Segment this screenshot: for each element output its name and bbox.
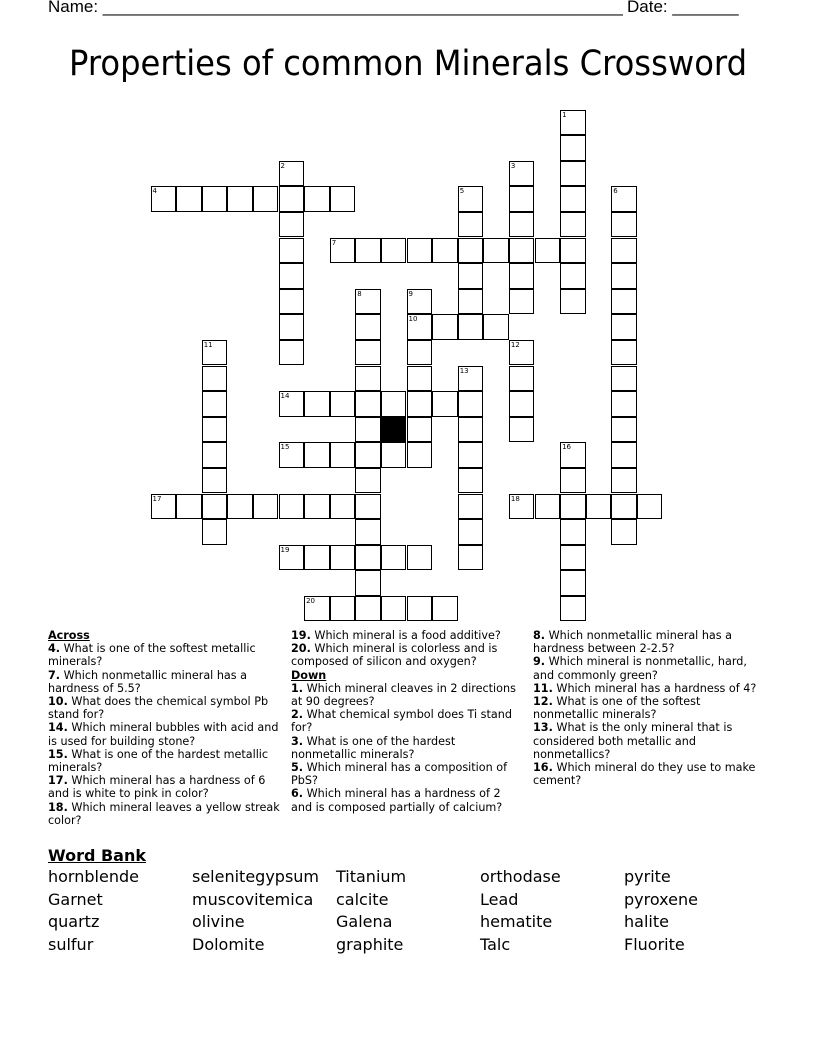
crossword-cell[interactable] bbox=[279, 238, 305, 264]
clue-number: 1 bbox=[562, 110, 567, 119]
crossword-cell[interactable] bbox=[151, 186, 177, 212]
clue-down-12: 12. What is one of the softest nonmetallic minerals? bbox=[533, 695, 701, 722]
crossword-cell[interactable] bbox=[304, 545, 330, 571]
crossword-cell[interactable] bbox=[202, 442, 228, 468]
word-bank-item: orthodase bbox=[480, 867, 561, 886]
clue-down-3: 3. What is one of the hardest nonmetallic minerals? bbox=[291, 734, 456, 761]
clues-column-3 bbox=[533, 629, 768, 787]
word-bank-item: Titanium bbox=[336, 867, 407, 886]
crossword-cell[interactable] bbox=[279, 494, 305, 520]
crossword-cell[interactable] bbox=[330, 442, 356, 468]
word-bank-item: hematite bbox=[480, 912, 553, 932]
crossword-cell[interactable] bbox=[253, 494, 279, 520]
clue-down-1: 1. Which mineral cleaves in 2 directions at 90 degrees? bbox=[291, 681, 516, 709]
crossword-cell[interactable] bbox=[458, 519, 484, 545]
clue-number: 12 bbox=[510, 340, 520, 349]
crossword-cell[interactable] bbox=[355, 596, 381, 622]
crossword-cell[interactable] bbox=[560, 442, 586, 468]
clue-across-20: 20. Which mineral is colorless and is composed of silicon and oxygen? bbox=[291, 642, 498, 669]
crossword-cell[interactable] bbox=[407, 366, 433, 392]
crossword-cell[interactable] bbox=[458, 238, 484, 264]
clue-number: 13 bbox=[459, 366, 469, 375]
across-heading: Across bbox=[48, 629, 90, 642]
crossword-cell[interactable] bbox=[637, 494, 663, 520]
clue-number: 3 bbox=[510, 161, 516, 170]
clue-across-14: 14. Which mineral bubbles with acid and is used for building stone? bbox=[48, 721, 279, 748]
crossword-cell[interactable] bbox=[509, 391, 535, 417]
crossword-cell[interactable] bbox=[560, 186, 586, 212]
clue-number: 15 bbox=[280, 443, 290, 452]
crossword-cell[interactable] bbox=[330, 596, 356, 622]
crossword-cell[interactable] bbox=[304, 494, 330, 520]
clue-number: 11 bbox=[203, 340, 213, 349]
crossword-cell[interactable] bbox=[355, 391, 381, 417]
word-bank-item: halite bbox=[624, 912, 669, 932]
crossword-cell[interactable] bbox=[560, 289, 586, 315]
clue-down-6: 6. Which mineral has a hardness of 2 and is composed partially of calcium? bbox=[291, 787, 503, 814]
crossword-cell[interactable] bbox=[407, 314, 433, 340]
crossword-cell[interactable] bbox=[304, 442, 330, 468]
crossword-cell[interactable] bbox=[611, 468, 637, 494]
crossword-cell[interactable] bbox=[509, 366, 535, 392]
crossword-cell[interactable] bbox=[611, 238, 637, 264]
clue-down-5: 5. Which mineral has a composition of PbS? bbox=[291, 761, 508, 788]
crossword-cell[interactable] bbox=[535, 494, 561, 520]
crossword-cell[interactable] bbox=[458, 545, 484, 571]
crossword-cell[interactable] bbox=[355, 417, 381, 443]
word-bank-item: calcite bbox=[336, 889, 389, 909]
crossword-cell[interactable] bbox=[611, 391, 637, 417]
crossword-cell[interactable] bbox=[407, 596, 433, 622]
crossword-cell[interactable] bbox=[560, 596, 586, 622]
crossword-cell[interactable] bbox=[176, 494, 202, 520]
crossword-cell[interactable] bbox=[458, 417, 484, 443]
crossword-cell[interactable] bbox=[407, 340, 433, 366]
crossword-cell[interactable] bbox=[560, 135, 586, 161]
crossword-cell[interactable] bbox=[279, 263, 305, 289]
crossword-cell[interactable] bbox=[407, 417, 433, 443]
crossword-cell[interactable] bbox=[279, 545, 305, 571]
clue-across-4: 4. What is one of the softest metallic minerals? bbox=[48, 642, 256, 669]
crossword-cell[interactable] bbox=[176, 186, 202, 212]
crossword-cell[interactable] bbox=[330, 391, 356, 417]
crossword-cell[interactable] bbox=[381, 596, 407, 622]
crossword-cell[interactable] bbox=[279, 391, 305, 417]
crossword-cell[interactable] bbox=[202, 186, 228, 212]
clue-across-18: 18. Which mineral leaves a yellow streak color? bbox=[48, 800, 280, 827]
crossword-cell[interactable] bbox=[202, 468, 228, 494]
crossword-cell[interactable] bbox=[432, 314, 458, 340]
clue-across-15: 15. What is one of the hardest metallic minerals? bbox=[48, 747, 269, 775]
crossword-cell[interactable] bbox=[432, 238, 458, 264]
crossword-cell[interactable] bbox=[355, 570, 381, 596]
crossword-cell[interactable] bbox=[509, 212, 535, 238]
crossword-cell[interactable] bbox=[560, 494, 586, 520]
clue-down-9: 9. Which mineral is nonmetallic, hard, and commonly green? bbox=[533, 655, 747, 682]
crossword-cell[interactable] bbox=[381, 391, 407, 417]
crossword-cell[interactable] bbox=[458, 263, 484, 289]
crossword-cell[interactable] bbox=[202, 519, 228, 545]
word-bank-item: sulfur bbox=[48, 935, 94, 955]
crossword-cell[interactable] bbox=[355, 238, 381, 264]
crossword-cell[interactable] bbox=[355, 494, 381, 520]
word-bank-item: hornblende bbox=[48, 867, 139, 886]
crossword-cell[interactable] bbox=[509, 161, 535, 187]
crossword-cell[interactable] bbox=[432, 391, 458, 417]
crossword-cell[interactable] bbox=[202, 417, 228, 443]
crossword-cell[interactable] bbox=[560, 570, 586, 596]
clue-number: 6 bbox=[613, 187, 618, 196]
crossword-black-cell bbox=[381, 417, 407, 443]
crossword-cell[interactable] bbox=[509, 417, 535, 443]
crossword-cell[interactable] bbox=[509, 263, 535, 289]
crossword-cell[interactable] bbox=[611, 366, 637, 392]
word-bank-item: Garnet bbox=[48, 889, 103, 909]
crossword-cell[interactable] bbox=[407, 391, 433, 417]
crossword-cell[interactable] bbox=[304, 391, 330, 417]
clues-column-2 bbox=[291, 629, 516, 814]
crossword-cell[interactable] bbox=[611, 442, 637, 468]
crossword-cell[interactable] bbox=[279, 289, 305, 315]
word-bank-item: Dolomite bbox=[192, 935, 265, 955]
crossword-cell[interactable] bbox=[202, 494, 228, 520]
crossword-cell[interactable] bbox=[483, 238, 509, 264]
crossword-cell[interactable] bbox=[560, 519, 586, 545]
clue-across-10: 10. What does the chemical symbol Pb stand for? bbox=[48, 695, 269, 722]
crossword-cell[interactable] bbox=[279, 314, 305, 340]
page-title: Properties of common Minerals Crossword bbox=[68, 44, 748, 84]
crossword-cell[interactable] bbox=[509, 494, 535, 520]
crossword-cell[interactable] bbox=[560, 212, 586, 238]
crossword-cell[interactable] bbox=[355, 340, 381, 366]
crossword-cell[interactable] bbox=[279, 442, 305, 468]
crossword-cell[interactable] bbox=[458, 366, 484, 392]
clue-number: 19 bbox=[280, 545, 290, 554]
crossword-cell[interactable] bbox=[560, 545, 586, 571]
crossword-cell[interactable] bbox=[330, 545, 356, 571]
crossword-cell[interactable] bbox=[253, 186, 279, 212]
crossword-cell[interactable] bbox=[560, 161, 586, 187]
crossword-cell[interactable] bbox=[483, 314, 509, 340]
down-heading: Down bbox=[291, 668, 327, 682]
crossword-cell[interactable] bbox=[227, 186, 253, 212]
crossword-cell[interactable] bbox=[304, 596, 330, 622]
crossword-cell[interactable] bbox=[611, 314, 637, 340]
clue-number: 18 bbox=[510, 494, 520, 503]
crossword-cell[interactable] bbox=[458, 468, 484, 494]
crossword-cell[interactable] bbox=[560, 238, 586, 264]
crossword-cell[interactable] bbox=[560, 468, 586, 494]
word-bank-item: quartz bbox=[48, 912, 100, 932]
crossword-cell[interactable] bbox=[202, 340, 228, 366]
word-bank-item: Talc bbox=[480, 935, 511, 955]
word-bank-item: Fluorite bbox=[624, 935, 685, 955]
clue-number: 7 bbox=[331, 238, 337, 247]
crossword-cell[interactable] bbox=[611, 289, 637, 315]
clue-number: 14 bbox=[280, 392, 290, 401]
crossword-cell[interactable] bbox=[458, 212, 484, 238]
crossword-cell[interactable] bbox=[279, 186, 305, 212]
clue-across-17: 17. Which mineral has a hardness of 6 and is white to pink in color? bbox=[48, 774, 266, 801]
crossword-cell[interactable] bbox=[330, 238, 356, 264]
crossword-cell[interactable] bbox=[458, 494, 484, 520]
clue-number: 10 bbox=[408, 315, 418, 324]
crossword-cell[interactable] bbox=[560, 110, 586, 136]
crossword-cell[interactable] bbox=[355, 545, 381, 571]
crossword-cell[interactable] bbox=[279, 340, 305, 366]
crossword-cell[interactable] bbox=[227, 494, 253, 520]
crossword-cell[interactable] bbox=[407, 442, 433, 468]
crossword-cell[interactable] bbox=[509, 186, 535, 212]
crossword-cell[interactable] bbox=[458, 314, 484, 340]
crossword-cell[interactable] bbox=[355, 468, 381, 494]
crossword-cell[interactable] bbox=[407, 545, 433, 571]
crossword-cell[interactable] bbox=[304, 186, 330, 212]
clue-number: 2 bbox=[280, 161, 285, 170]
clues-column-1 bbox=[48, 629, 280, 827]
clue-number: 20 bbox=[306, 596, 316, 605]
clue-down-16: 16. Which mineral do they use to make cement? bbox=[533, 761, 756, 788]
date-field-label: Date: _______ bbox=[627, 0, 739, 16]
clue-across-19: 19. Which mineral is a food additive? bbox=[291, 629, 501, 642]
crossword-cell[interactable] bbox=[202, 366, 228, 392]
crossword-cell[interactable] bbox=[458, 289, 484, 315]
word-bank-item: Galena bbox=[336, 912, 393, 932]
crossword-cell[interactable] bbox=[611, 263, 637, 289]
crossword-cell[interactable] bbox=[355, 442, 381, 468]
crossword-cell[interactable] bbox=[611, 494, 637, 520]
crossword-cell[interactable] bbox=[509, 340, 535, 366]
crossword-cell[interactable] bbox=[381, 238, 407, 264]
clue-down-2: 2. What chemical symbol does Ti stand for? bbox=[291, 708, 512, 735]
crossword-cell[interactable] bbox=[330, 186, 356, 212]
clue-number: 8 bbox=[357, 289, 362, 298]
crossword-cell[interactable] bbox=[355, 519, 381, 545]
crossword-cell[interactable] bbox=[560, 263, 586, 289]
crossword-cell[interactable] bbox=[279, 161, 305, 187]
clue-down-13: 13. What is the only mineral that is considered both metallic and nonmetallics? bbox=[533, 721, 733, 761]
crossword-cell[interactable] bbox=[458, 186, 484, 212]
clue-number: 5 bbox=[459, 187, 465, 196]
name-field-label: Name: _______________________________________________________ bbox=[48, 0, 623, 16]
crossword-cell[interactable] bbox=[509, 238, 535, 264]
word-bank-item: olivine bbox=[192, 912, 245, 932]
crossword-cell[interactable] bbox=[202, 391, 228, 417]
clue-across-7: 7. Which nonmetallic mineral has a hardness of 5.5? bbox=[48, 668, 248, 695]
clue-down-11: 11. Which mineral has a hardness of 4? bbox=[533, 681, 757, 695]
crossword-cell[interactable] bbox=[509, 289, 535, 315]
crossword-cell[interactable] bbox=[381, 545, 407, 571]
crossword-cell[interactable] bbox=[611, 417, 637, 443]
crossword-cell[interactable] bbox=[330, 494, 356, 520]
crossword-cell[interactable] bbox=[611, 212, 637, 238]
crossword-cell[interactable] bbox=[458, 391, 484, 417]
clue-number: 16 bbox=[562, 443, 572, 452]
crossword-cell[interactable] bbox=[355, 314, 381, 340]
clue-number: 4 bbox=[152, 187, 157, 196]
word-bank-item: Lead bbox=[480, 889, 519, 909]
word-bank-item: selenitegypsum bbox=[192, 867, 320, 886]
crossword-cell[interactable] bbox=[407, 238, 433, 264]
word-bank-title: Word Bank bbox=[48, 846, 147, 865]
crossword-cell[interactable] bbox=[611, 340, 637, 366]
clue-down-8: 8. Which nonmetallic mineral has a hardness between 2-2.5? bbox=[533, 629, 733, 656]
crossword-cell[interactable] bbox=[535, 238, 561, 264]
crossword-cell[interactable] bbox=[355, 289, 381, 315]
word-bank-item: muscovitemica bbox=[192, 889, 314, 909]
clue-number: 9 bbox=[408, 289, 413, 298]
crossword-cell[interactable] bbox=[407, 289, 433, 315]
crossword-cell[interactable] bbox=[279, 212, 305, 238]
crossword-cell[interactable] bbox=[381, 442, 407, 468]
crossword-cell[interactable] bbox=[611, 519, 637, 545]
crossword-cell[interactable] bbox=[432, 596, 458, 622]
crossword-cell[interactable] bbox=[151, 494, 177, 520]
word-bank-item: pyrite bbox=[624, 867, 671, 886]
word-bank-item: pyroxene bbox=[624, 889, 698, 909]
word-bank-item: graphite bbox=[336, 935, 404, 955]
crossword-cell[interactable] bbox=[458, 442, 484, 468]
crossword-cell[interactable] bbox=[355, 366, 381, 392]
clue-number: 17 bbox=[152, 494, 162, 503]
crossword-cell[interactable] bbox=[586, 494, 612, 520]
crossword-cell[interactable] bbox=[611, 186, 637, 212]
